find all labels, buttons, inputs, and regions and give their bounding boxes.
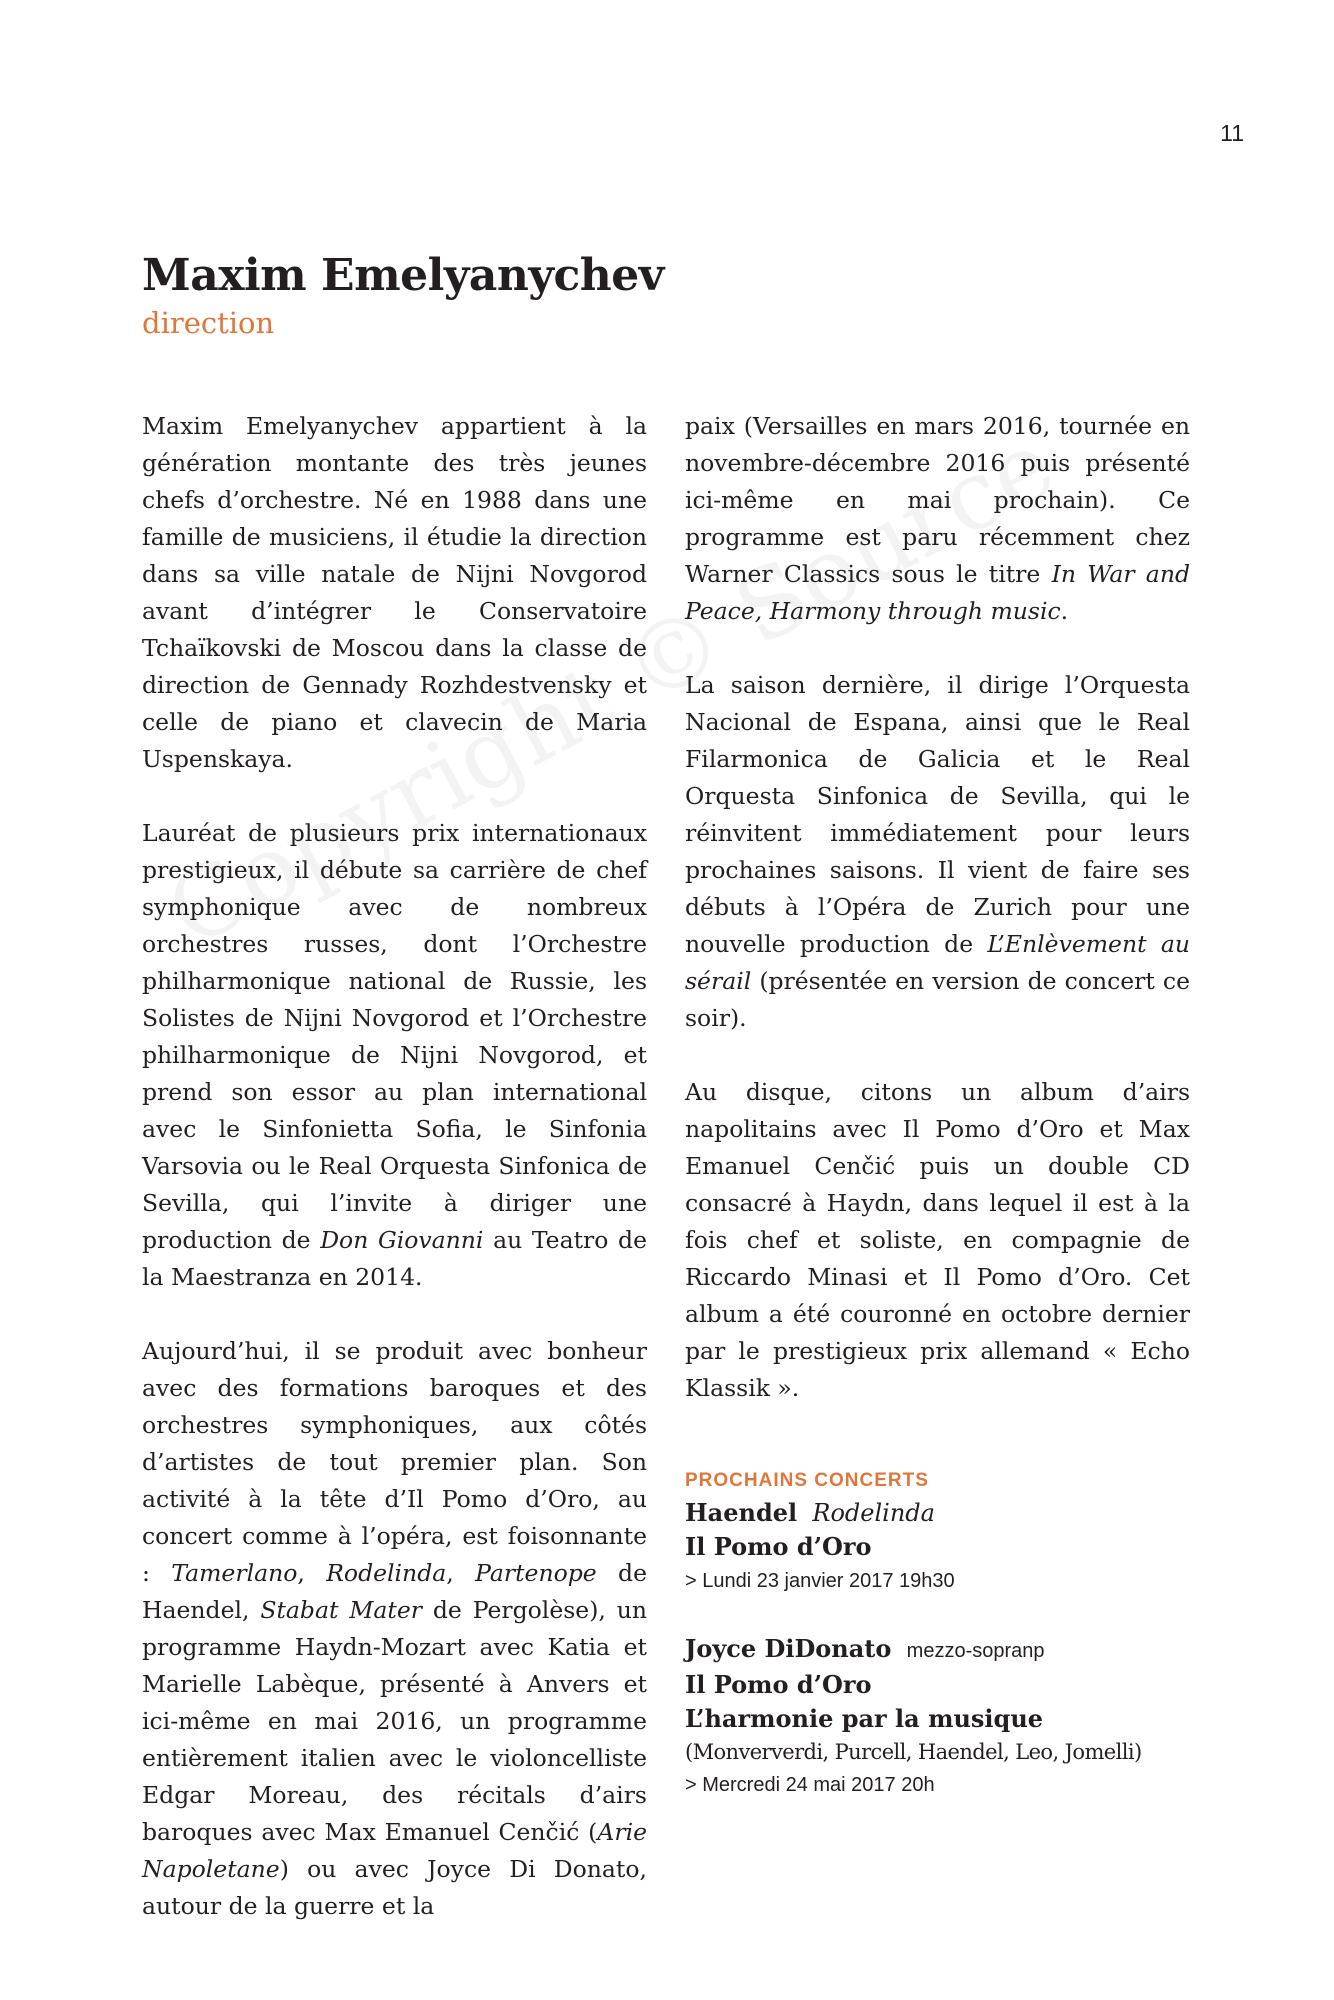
paragraph [685,667,1190,1037]
paragraph [142,1333,647,1925]
concert-item [685,1496,1205,1598]
concert-date: > Lundi 23 janvier 2017 19h30 [685,1570,955,1592]
concert-role: mezzo-sopranp [906,1640,1045,1662]
work-title: L’Enlèvement au sérail [685,930,1190,995]
paragraph-text: au Teatro de la Maestranza en 2014. [142,1226,647,1291]
paragraph-text: de Haendel, [142,1559,647,1624]
paragraph [685,408,1190,630]
paragraph-text: La saison dernière, il dirige l’Orquesta Nacional de Espana, ainsi que le Real Filarmonica de Galicia et le Real Orquesta Sinfonica de Sevilla, qui le réinvitent immédiatement pour leurs prochaines saisons. Il vient de faire ses débuts à l’Opéra de Zurich pour une nouvelle production de [685,671,1190,958]
left-column [142,408,647,1925]
paragraph-text: , [297,1559,327,1587]
work-title: Tamerlano [171,1559,298,1587]
work-title: Rodelinda [326,1559,447,1587]
concert-program-title-line [685,1702,1205,1736]
paragraph-text: paix (Versailles en mars 2016, tournée en novembre-décembre 2016 puis présenté ici-même en mai prochain). Ce programme est paru récemment chez Warner Classics sous le titre [685,412,1190,588]
album-title: In War and Peace, Harmony through music [685,560,1191,625]
work-title: Stabat Mater [260,1596,422,1624]
work-title: Partenope [475,1559,597,1587]
concert-program-title: L’harmonie par la musique [685,1704,1044,1733]
page-number: 11 [1220,120,1244,146]
paragraph-text: Lauréat de plusieurs prix internationaux prestigieux, il débute sa carrière de chef symphonique avec de nombreux orchestres russes, dont l’Orchestre philharmonique national de Russie, les Solistes de Nijni Novgorod et l’Orchestre philharmonique de Nijni Novgorod, et prend son essor au plan international avec le Sinfonietta Sofia, le Sinfonia Varsovia ou le Real Orquesta Sinfonica de Sevilla, qui l’invite à diriger une production de [142,819,647,1254]
upcoming-concerts [685,1470,1205,1802]
concert-ensemble-line [685,1530,1205,1564]
paragraph: Au disque, citons un album d’airs napolitains avec Il Pomo d’Oro et Max Emanuel Cenčić puis un double CD consacré à Haydn, dans lequel il est à la fois chef et soliste, en compagnie de Riccardo Minasi et Il Pomo d’Oro. Cet album a été couronné en octobre dernier par le prestigieux prix allemand « Echo Klassik ». [685,1078,1190,1402]
paragraph-text: de Pergolèse), un programme Haydn-Mozart avec Katia et Marielle Labèque, présenté à Anvers et ici-même en mai 2016, un programme entièrement italien avec le violoncelliste Edgar Moreau, des récitals d’airs baroques avec Max Emanuel Cenčić ( [142,1596,647,1846]
concert-date: > Mercredi 24 mai 2017 20h [685,1774,935,1796]
paragraph-text: Aujourd’hui, il se produit avec bonheur avec des formations baroques et des orchestres symphoniques, aux côtés d’artistes de tout premier plan. Son activité à la tête d’Il Pomo d’Oro, au concert comme à l’opéra, est foisonnante : [142,1337,647,1587]
work-title: Arie Napoletane [142,1818,647,1883]
concert-composer: Haendel [685,1498,798,1527]
page-subtitle: direction [142,306,275,340]
paragraph-text: . [1060,597,1069,625]
paragraph: Maxim Emelyanychev appartient à la génération montante des très jeunes chefs d’orchestre. Né en 1988 dans une famille de musiciens, il étudie la direction dans sa ville natale de Nijni Novgorod avant d’intégrer le Conservatoire Tchaïkovski de Moscou dans la classe de direction de Gennady Rozhdestvensky et celle de piano et clavecin de Maria Uspenskaya. [142,412,647,773]
paragraph-text: (présentée en version de concert ce soir). [685,967,1190,1032]
page-title: Maxim Emelyanychev [142,250,664,301]
concert-ensemble-line [685,1668,1205,1702]
concert-artist-line [685,1632,1205,1668]
right-column [685,408,1190,1407]
paragraph-text: ) ou avec Joyce Di Donato, autour de la guerre et la [142,1855,647,1920]
concert-ensemble: Il Pomo d’Oro [685,1670,872,1699]
concert-ensemble: Il Pomo d’Oro [685,1532,872,1561]
concert-title-line [685,1496,1205,1530]
concert-artist: Joyce DiDonato [685,1634,892,1663]
concerts-heading: PROCHAINS CONCERTS [685,1470,929,1491]
concert-item [685,1632,1205,1802]
paragraph [142,815,647,1296]
concert-work: Rodelinda [812,1499,935,1527]
paragraph-text: , [446,1559,476,1587]
concert-program: (Monververdi, Purcell, Haendel, Leo, Jomelli) [685,1740,1142,1764]
work-title: Don Giovanni [320,1226,484,1254]
